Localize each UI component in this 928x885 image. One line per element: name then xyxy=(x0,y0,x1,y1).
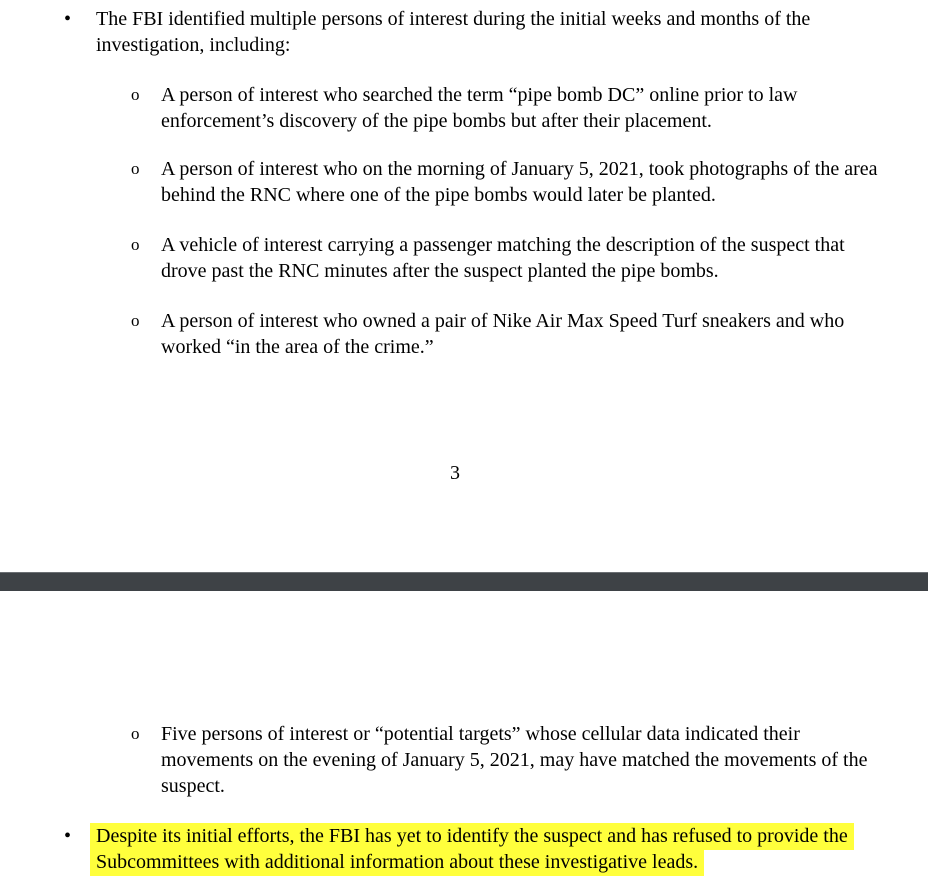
sub-item-photographs: A person of interest who on the morning of January 5, 2021, took photographs of the area behind the RNC where one of the pipe bombs would later be planted. xyxy=(161,158,878,206)
main-bullet-text: The FBI identified multiple persons of interest during the initial weeks and months of the investigation, including: xyxy=(96,8,811,56)
highlighted-bullet xyxy=(96,823,896,875)
document-page-4 xyxy=(0,591,928,885)
sub-item-vehicle: A vehicle of interest carrying a passenger matching the description of the suspect that drove past the RNC minutes after the suspect planted the pipe bombs. xyxy=(161,234,845,282)
sub-item-cellular-data: Five persons of interest or “potential targets” whose cellular data indicated their movements on the evening of January 5, 2021, may have matched the movements of the suspect. xyxy=(161,723,868,797)
highlighted-text: Despite its initial efforts, the FBI has yet to identify the suspect and has refused to provide the Subcommittees with additional information about these investigative leads. xyxy=(96,823,848,876)
sub-bullet-marker: o xyxy=(131,159,140,178)
sub-item-sneakers: A person of interest who owned a pair of Nike Air Max Speed Turf sneakers and who worked “in the area of the crime.” xyxy=(161,310,845,358)
sub-item-search-term: A person of interest who searched the term “pipe bomb DC” online prior to law enforcement’s discovery of the pipe bombs but after their placement. xyxy=(161,84,798,132)
page-number: 3 xyxy=(450,462,460,484)
page-separator xyxy=(0,572,928,591)
sub-bullet-marker: o xyxy=(131,311,140,330)
bullet-marker: • xyxy=(64,8,72,30)
sub-bullet-marker: o xyxy=(131,85,140,104)
bullet-marker: • xyxy=(64,825,72,847)
sub-bullet-marker: o xyxy=(131,235,140,254)
sub-bullet-marker: o xyxy=(131,724,140,743)
